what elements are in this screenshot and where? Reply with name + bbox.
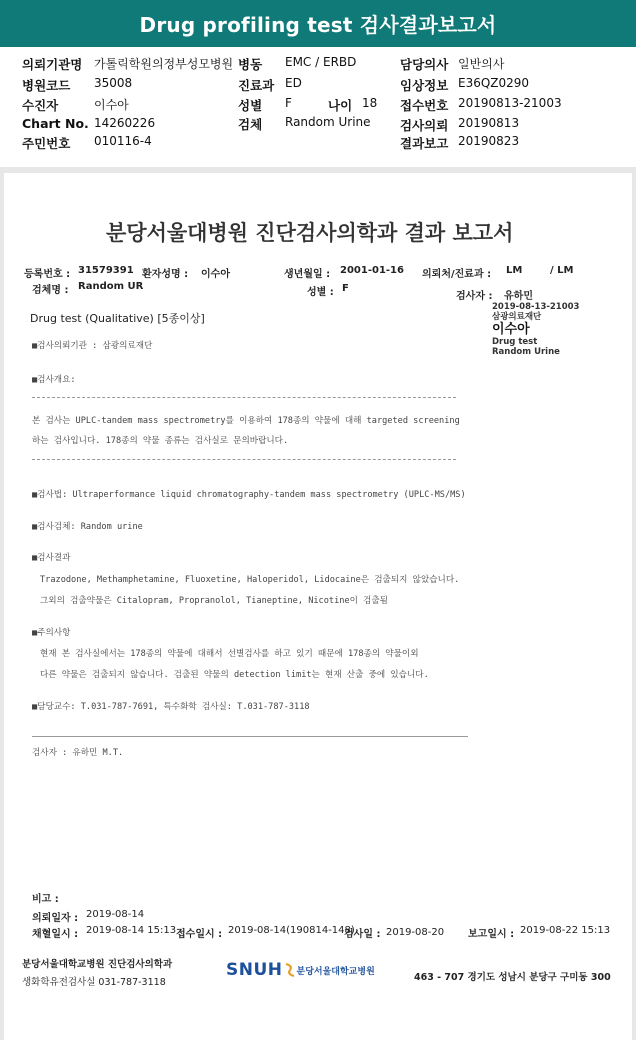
clinical-info-label: 임상정보 — [400, 78, 449, 93]
sticker-test: Drug test — [492, 337, 538, 347]
logo-hospital-name: 분당서울대학교병원 — [296, 966, 375, 977]
collect-value: 2019-08-14 15:13 — [86, 925, 177, 936]
age-label: 나이 — [328, 98, 353, 113]
report-sex-label: 성별 : — [307, 287, 334, 298]
specimen-sticker — [492, 303, 579, 356]
id-value: 010116-4 — [94, 134, 152, 148]
contact-line: ■담당교수: T.031-787-7691, 특수화학 검사실: T.031-787-3118 — [32, 702, 310, 712]
specimen-name-value: Random UR — [78, 281, 144, 292]
id-label: 주민번호 — [22, 136, 71, 151]
reg-no-label: 등록번호 : — [24, 269, 71, 280]
dob-value: 2001-01-16 — [340, 265, 404, 276]
lab-contact: 생화학유전검사실 031-787-3118 — [22, 977, 166, 988]
result-heading: ■검사결과 — [32, 553, 71, 563]
receipt-no-label: 접수번호 — [400, 98, 449, 113]
page-title: Drug profiling test 검사결과보고서 — [139, 13, 497, 37]
report-date-value: 20190823 — [458, 134, 520, 148]
patient-value: 이수아 — [201, 269, 230, 280]
report-time-label: 보고일시 : — [468, 929, 515, 940]
overview-line-1: 본 검사는 UPLC-tandem mass spectrometry를 이용하여 178종의 약물에 대해 targeted screening — [32, 416, 460, 426]
receipt-label: 접수일시 : — [176, 929, 223, 940]
report-date-label: 결과보고 — [400, 136, 449, 151]
result-line-2: 그외의 검출약물은 Citalopram, Propranolol, Tianeptine, Nicotine이 검출됨 — [40, 596, 388, 606]
chart-value: 14260226 — [94, 116, 156, 130]
logo-mark-icon — [285, 962, 295, 978]
doctor-value: 일반의사 — [458, 57, 505, 71]
dept-value: LM — [506, 265, 523, 276]
examiner-line: 검사자 : 유하민 M.T. — [32, 748, 124, 758]
report-title: 분당서울대병원 진단검사의학과 결과 보고서 — [106, 221, 514, 245]
lab-report-document — [4, 173, 632, 1040]
department-value: ED — [285, 76, 302, 90]
sticker-specimen: Random Urine — [492, 346, 560, 357]
request-date-value: 20190813 — [458, 116, 520, 130]
test-date-value: 2019-08-20 — [386, 927, 445, 938]
specimen-name-label: 검체명 : — [32, 285, 69, 296]
snuh-logo — [226, 960, 375, 980]
dept-value-2: / LM — [550, 265, 574, 276]
note-line-1: 현재 본 검사실에서는 178종의 약물에 대해서 선별검사를 하고 있기 때문에 178종의 약물이외 — [40, 649, 419, 659]
institution-value: 가톨릭학원의정부성모병원 — [94, 57, 234, 71]
note-line-2: 다른 약물은 검출되지 않습니다. 검출된 약물의 detection limit는 현재 산출 중에 있습니다. — [40, 670, 429, 680]
examinee-value: 이수아 — [94, 98, 129, 112]
chart-label: Chart No. — [22, 116, 89, 131]
divider — [32, 736, 468, 737]
note-heading: ■주의사항 — [32, 628, 71, 638]
test-date-label: 검사일 : — [344, 929, 381, 940]
hospital-code-value: 35008 — [94, 76, 133, 90]
examiner-label: 검사자 : — [456, 291, 493, 302]
doctor-label: 담당의사 — [400, 57, 449, 72]
sticker-org: 삼광의료재단 — [492, 311, 542, 322]
result-line-1: Trazodone, Methamphetamine, Fluoxetine, Haloperidol, Lidocaine은 검출되지 않았습니다. — [40, 575, 460, 585]
ward-label: 병동 — [238, 57, 263, 72]
institution-label: 의뢰기관명 — [22, 57, 83, 72]
report-time-value: 2019-08-22 15:13 — [520, 925, 611, 936]
logo-text: SNUH — [226, 960, 283, 980]
specimen-label: 검체 — [238, 117, 263, 132]
clinical-info-value: E36QZ0290 — [458, 76, 530, 90]
overview-line-2: 하는 검사입니다. 178종의 약물 종류는 검사실로 문의바랍니다. — [32, 436, 289, 446]
reg-no-value: 31579391 — [78, 265, 134, 276]
divider — [32, 397, 456, 398]
receipt-value: 2019-08-14(190814-148) — [228, 925, 355, 936]
specimen-value: Random Urine — [285, 115, 371, 129]
dob-label: 생년월일 : — [284, 269, 331, 280]
sex-label: 성별 — [238, 98, 263, 113]
hospital-address: 463 - 707 경기도 성남시 분당구 구미동 300 — [414, 972, 611, 983]
request-date-label: 검사의뢰 — [400, 118, 449, 133]
sex-value: F — [285, 96, 292, 110]
specimen-line: ■검사검체: Random urine — [32, 522, 143, 532]
request-date-value: 2019-08-14 — [86, 909, 145, 920]
report-sex-value: F — [342, 283, 349, 294]
receipt-no-value: 20190813-21003 — [458, 96, 562, 110]
divider — [32, 459, 456, 460]
patient-info-header — [0, 47, 636, 167]
report-title-bar — [0, 0, 636, 47]
examinee-label: 수진자 — [22, 98, 59, 113]
ward-value: EMC / ERBD — [285, 55, 357, 69]
request-date-label: 의뢰일자 : — [32, 913, 79, 924]
examiner-value: 유하민 — [504, 291, 533, 302]
collect-label: 채혈일시 : — [32, 929, 79, 940]
sticker-name: 이수아 — [492, 322, 530, 337]
test-name: Drug test (Qualitative) [5종이상] — [30, 312, 205, 325]
overview-heading: ■검사개요: — [32, 375, 76, 385]
dept-label: 의뢰처/진료과 : — [422, 269, 492, 280]
sticker-receipt: 2019-08-13-21003 — [492, 302, 580, 312]
department-label: 진료과 — [238, 78, 275, 93]
remark-label: 비고 : — [32, 894, 59, 905]
patient-label: 환자성명 : — [142, 269, 189, 280]
age-value: 18 — [362, 96, 378, 110]
org-line: ■검사의뢰기관 : 삼광의료재단 — [32, 341, 153, 351]
method-line: ■검사법: Ultraperformance liquid chromatography-tandem mass spectrometry (UPLC-MS/MS) — [32, 490, 466, 500]
hospital-code-label: 병원코드 — [22, 78, 71, 93]
dept-name: 분당서울대학교병원 진단검사의학과 — [22, 959, 173, 970]
